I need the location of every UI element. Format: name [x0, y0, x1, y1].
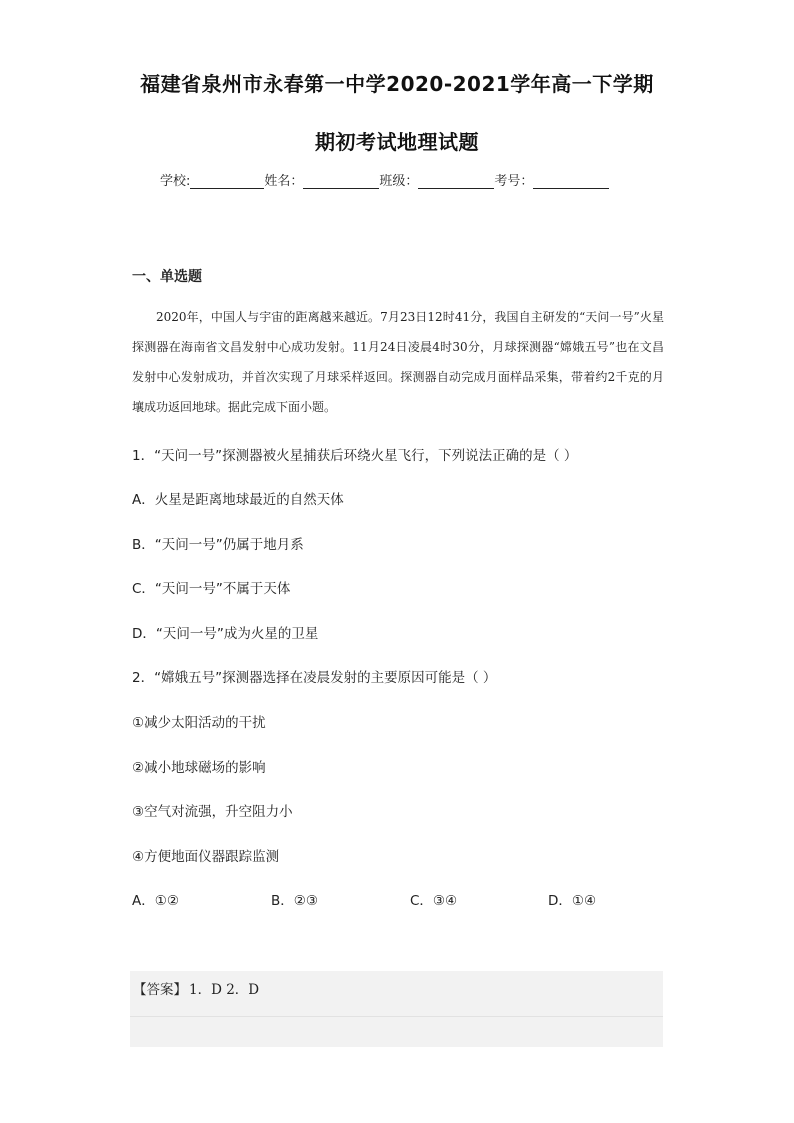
answer-values: 1．D 2．D	[189, 982, 260, 998]
question-2-statement-3: ③空气对流强，升空阻力小	[132, 804, 293, 820]
question-1-stem: 1．“天问一号”探测器被火星捕获后环绕火星飞行，下列说法正确的是（ ）	[132, 448, 578, 464]
answer-label: 【答案】	[133, 982, 187, 998]
question-1-option-a: A．火星是距离地球最近的自然天体	[132, 492, 344, 508]
school-label: 学校:	[160, 174, 191, 189]
class-label: 班级：	[379, 174, 419, 189]
question-2-statement-2: ②减小地球磁场的影响	[132, 760, 266, 776]
class-blank	[418, 174, 494, 189]
question-2-option-b: B．②③	[271, 893, 318, 909]
question-2-option-a: A．①②	[132, 893, 179, 909]
exam-number-label: 考号：	[494, 174, 534, 189]
question-1-option-d: D．“天问一号”成为火星的卫星	[132, 626, 319, 642]
question-2-option-d: D．①④	[548, 893, 597, 909]
question-2-stem: 2．“嫦娥五号”探测器选择在凌晨发射的主要原因可能是（ ）	[132, 670, 497, 686]
name-blank	[303, 174, 379, 189]
question-2-statement-1: ①减少太阳活动的干扰	[132, 715, 266, 731]
question-2-statement-4: ④方便地面仪器跟踪监测	[132, 849, 280, 865]
section-heading: 一、单选题	[132, 269, 202, 285]
reading-passage: 2020年，中国人与宇宙的距离越来越近。7月23日12时41分，我国自主研发的“天问一号”火星探测器在海南省文昌发射中心成功发射。11月24日凌晨4时30分，月球探测器“嫦娥五号”也在文昌发射中心发射成功，并首次实现了月球采样返回。探测器自动完成月面样品采集，带着约2千克的月壤成功返回地球。据此完成下面小题。	[132, 310, 664, 414]
answer-box-divider	[130, 1016, 663, 1017]
question-1-option-c: C．“天问一号”不属于天体	[132, 581, 291, 597]
document-title-line-1: 福建省泉州市永春第一中学2020-2021学年高一下学期	[140, 72, 654, 96]
answer-line	[133, 978, 259, 998]
exam-number-blank	[533, 174, 609, 189]
student-info-row	[160, 170, 609, 189]
question-2-option-c: C．③④	[410, 893, 458, 909]
school-blank	[190, 174, 264, 189]
question-1-option-b: B．“天问一号”仍属于地月系	[132, 537, 304, 553]
name-label: 姓名：	[264, 174, 304, 189]
document-title-line-2: 期初考试地理试题	[315, 130, 479, 154]
